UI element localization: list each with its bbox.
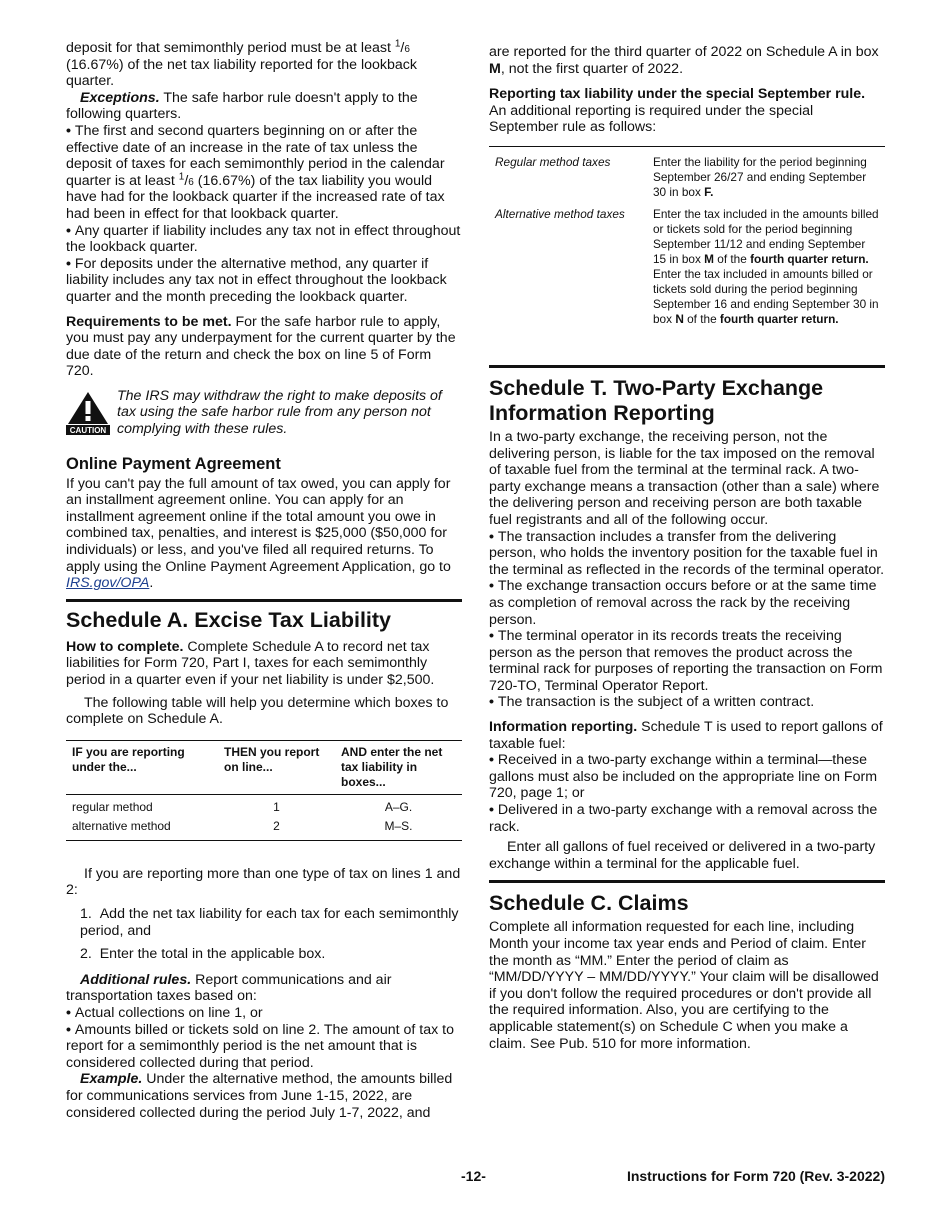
right-column	[489, 40, 885, 1052]
online-payment-heading: Online Payment Agreement	[66, 454, 281, 473]
table-row	[66, 794, 462, 817]
exceptions-paragraph: Exceptions. The safe harbor rule doesn't apply to the following quarters.	[66, 89, 418, 123]
september-rule-heading: Reporting tax liability under the special September rule.	[489, 86, 866, 103]
additional-bullet-1: • Actual collections on line 1, or	[66, 1005, 462, 1022]
table-row	[66, 817, 462, 841]
table-header-row	[66, 740, 462, 794]
schedule-t-bullet-1: • The transaction includes a transfer from the delivering person, who holds the inventory position for the taxable fuel in the terminal as reflected in the records of the terminal operator.	[489, 529, 885, 579]
schedule-t-bullet-4: • The transaction is the subject of a written contract.	[489, 694, 885, 711]
caution-label: CAUTION	[69, 425, 107, 435]
form-title: Instructions for Form 720 (Rev. 3-2022)	[626, 1168, 885, 1184]
left-column	[66, 40, 462, 1121]
september-rule-intro: An additional reporting is required under the special September rule as follows:	[489, 102, 814, 136]
schedule-t-bullet-2: • The exchange transaction occurs before or at the same time as completion of removal across the rack by the receiving person.	[489, 578, 885, 628]
schedule-t-intro: In a two-party exchange, the receiving person, not the delivering person, is liable for the tax imposed on the removal of taxable fuel from the terminal at the terminal rack. A two-party exchange means a transaction (other than a sale) where the delivering person and receiving person are both taxable fuel registrants and all of the following occur.	[489, 428, 880, 528]
table-header-reporting: IF you are reporting under the...	[72, 744, 185, 774]
table-header-boxes: AND enter the net tax liability in boxes...	[341, 744, 443, 789]
caution-text: The IRS may withdraw the right to make deposits of tax using the safe harbor rule from any person not complying with these rules.	[117, 387, 442, 438]
table-cell-line: 1	[273, 799, 280, 814]
page-footer	[66, 1168, 885, 1186]
alternative-method-label: Alternative method taxes	[495, 206, 625, 221]
how-to-complete-paragraph: How to complete. Complete Schedule A to record net tax liabilities for Form 720, Part I, taxes for each semimonthly period in a quarter even if your net liability is under $2,500.	[66, 638, 435, 688]
exception-bullet-1: • The first and second quarters beginning on or after the effective date of an increase in the rate of tax unless the deposit of taxes for each semimonthly period in the calendar quarter is at least $^1$/6 (16.67%) of the tax liability you would have had for the lookback quarter if the increased rate of tax had been in effect for that lookback quarter.	[66, 123, 462, 223]
table-cell-method: alternative method	[72, 818, 171, 833]
schedule-c-paragraph: Complete all information requested for each line, including Month your income tax year ends and Period of claim. Enter the month as “MM.” Enter the period of claim as “MM/DD/YYYY – MM/DD/YYYY.” Your claim will be disallowed if you don't follow the required procedures or don't provide all the required information. Also, you are certifying to the applicable statement(s) on Schedule C when you make a claim. See Pub. 510 for more information.	[489, 919, 879, 1052]
alternative-method-text: Enter the tax included in the amounts billed or tickets sold for the period beginning September 11/12 and ending September 15 in box M of the fourth quarter return. Enter the tax included in amounts billed or tickets sold during the period beginning September 16 and ending September 30 in box N of the fourth quarter return.	[653, 206, 879, 326]
info-bullet-1: • Received in a two-party exchange within a terminal—these gallons must also be included on the appropriate line on Form 720, page 1; or	[489, 752, 885, 802]
table-cell-boxes: A–G.	[384, 799, 413, 814]
online-payment-paragraph: If you can't pay the full amount of tax owed, you can apply for an installment agreement online. You can apply for an installment agreement online if the total amount you owe in combined tax, penalties, and interest is $25,000 ($50,000 for individuals) or less, and you've filed all required returns. To apply using the Online Payment Agreement Application, go to IRS.gov/OPA.	[66, 475, 451, 592]
september-rule-table	[489, 146, 885, 335]
exception-bullet-2: • Any quarter if liability includes any tax not in effect throughout the lookback quarter.	[66, 223, 462, 256]
safe-harbor-continued: deposit for that semimonthly period must be at least $^1$/6 (16.67%) of the net tax liability reported for the lookback quarter.	[66, 38, 417, 90]
schedule-t-bullet-3: • The terminal operator in its records treats the receiving person as the person that removes the product across the terminal rack for purposes of reporting the transaction on Form 720-TO, Terminal Operator Report.	[489, 628, 885, 694]
example-continued: are reported for the third quarter of 2022 on Schedule A in box M, not the first quarter of 2022.	[489, 44, 879, 77]
enter-all-paragraph: Enter all gallons of fuel received or delivered in a two-party exchange within a terminal for the applicable fuel.	[489, 839, 876, 872]
caution-icon	[66, 389, 110, 435]
schedule-a-rule	[66, 599, 462, 602]
regular-method-text: Enter the liability for the period beginning September 26/27 and ending September 30 in box F.	[653, 154, 867, 199]
schedule-c-heading: Schedule C. Claims	[489, 891, 689, 916]
exception-bullet-3: • For deposits under the alternative method, any quarter if liability includes any tax not in effect throughout the lookback quarter and the month preceding the lookback quarter.	[66, 256, 462, 306]
schedule-a-table	[66, 740, 462, 841]
schedule-t-rule	[489, 365, 885, 368]
example-paragraph: Example. Under the alternative method, the amounts billed for communications services from June 1-15, 2022, are considered collected during the period July 1-7, 2022, and	[66, 1071, 453, 1121]
caution-box	[66, 388, 462, 438]
additional-bullet-2: • Amounts billed or tickets sold on line 2. The amount of tax to report for a semimonthly period is the net amount that is considered collected during that period.	[66, 1022, 462, 1072]
table-cell-line: 2	[273, 818, 280, 833]
step-2: 2. Enter the total in the applicable box.	[80, 946, 326, 963]
additional-rules-paragraph: Additional rules. Report communications and air transportation taxes based on:	[66, 971, 392, 1005]
information-reporting-paragraph: Information reporting. Schedule T is used to report gallons of taxable fuel:	[489, 719, 883, 752]
schedule-t-heading: Schedule T. Two-Party Exchange Information Reporting	[489, 375, 824, 425]
requirements-paragraph: Requirements to be met. For the safe harbor rule to apply, you must pay any underpayment for the current quarter by the due date of the return and check the box on line 5 of Form 720.	[66, 313, 456, 380]
step-1: 1. Add the net tax liability for each tax for each semimonthly period, and	[80, 905, 459, 939]
schedule-a-heading: Schedule A. Excise Tax Liability	[66, 607, 392, 632]
regular-method-label: Regular method taxes	[495, 154, 611, 169]
table-cell-boxes: M–S.	[384, 818, 413, 833]
multi-tax-intro: If you are reporting more than one type of tax on lines 1 and 2:	[66, 865, 461, 899]
table-intro: The following table will help you determine which boxes to complete on Schedule A.	[66, 694, 449, 728]
table-cell-method: regular method	[72, 799, 153, 814]
table-header-line: THEN you report on line...	[224, 744, 320, 774]
schedule-c-rule	[489, 880, 885, 883]
info-bullet-2: • Delivered in a two-party exchange with a removal across the rack.	[489, 802, 885, 835]
page-number: -12-	[461, 1168, 486, 1184]
irs-opa-link[interactable]: IRS.gov/OPA	[66, 575, 150, 592]
